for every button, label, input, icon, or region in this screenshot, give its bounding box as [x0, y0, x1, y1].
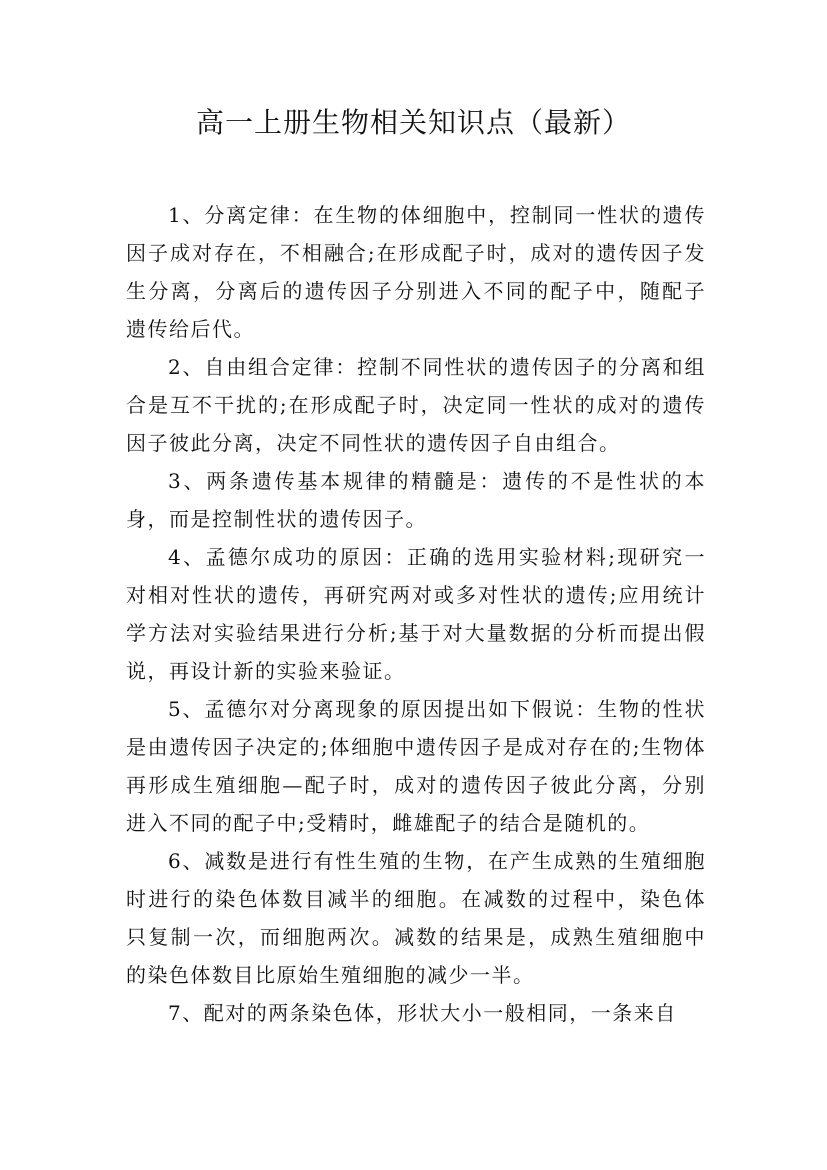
document-title: 高一上册生物相关知识点（最新） — [195, 106, 631, 139]
paragraph-4: 4、孟德尔成功的原因：正确的选用实验材料;现研究一对相对性状的遗传，再研究两对或多对性状的遗传;应用统计学方法对实验结果进行分析;基于对大量数据的分析而提出假说，再设计新的实验来验证。 — [126, 545, 706, 683]
paragraph-5: 5、孟德尔对分离现象的原因提出如下假说：生物的性状是由遗传因子决定的;体细胞中遗传因子是成对存在的;生物体再形成生殖细胞—配子时，成对的遗传因子彼此分离，分别进入不同的配子中;受精时，雌雄配子的结合是随机的。 — [126, 697, 706, 835]
paragraph-2: 2、自由组合定律：控制不同性状的遗传因子的分离和组合是互不干扰的;在形成配子时，决定同一性状的成对的遗传因子彼此分离，决定不同性状的遗传因子自由组合。 — [126, 355, 706, 455]
paragraph-6: 6、减数是进行有性生殖的生物，在产生成熟的生殖细胞时进行的染色体数目减半的细胞。在减数的过程中，染色体只复制一次，而细胞两次。减数的结果是，成熟生殖细胞中的染色体数目比原始生殖细胞的减少一半。 — [126, 849, 706, 987]
paragraph-7: 7、配对的两条染色体，形状大小一般相同，一条来自 — [168, 1001, 677, 1025]
paragraph-1: 1、分离定律：在生物的体细胞中，控制同一性状的遗传因子成对存在，不相融合;在形成配子时，成对的遗传因子发生分离，分离后的遗传因子分别进入不同的配子中，随配子遗传给后代。 — [126, 203, 706, 341]
document-body — [126, 196, 706, 1032]
paragraph-3: 3、两条遗传基本规律的精髓是：遗传的不是性状的本身，而是控制性状的遗传因子。 — [126, 469, 706, 531]
